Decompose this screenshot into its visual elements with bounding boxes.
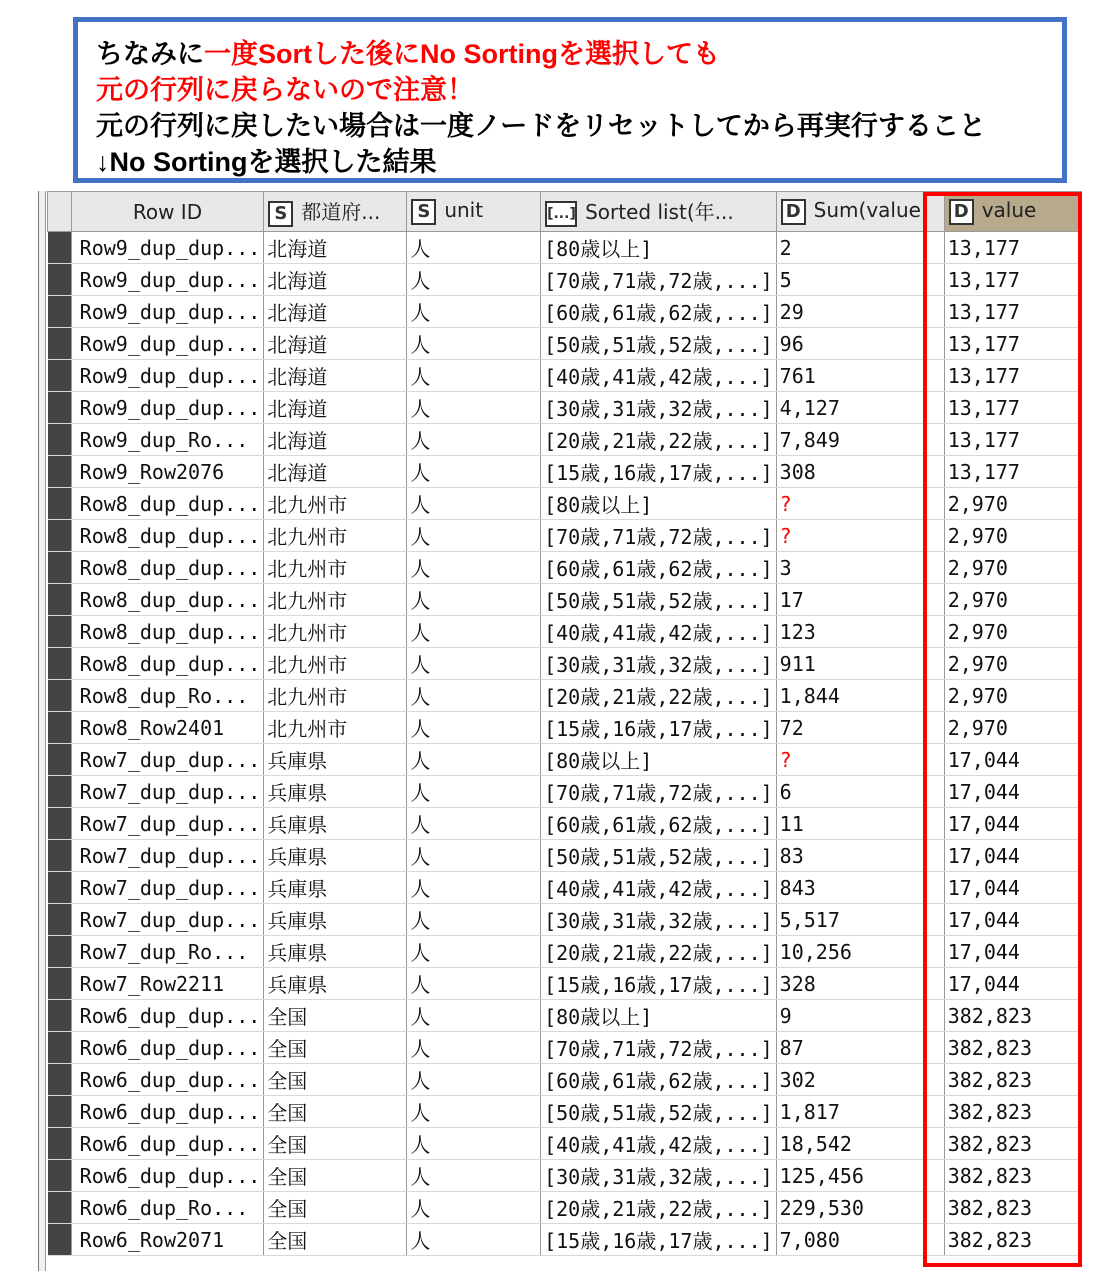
cell-sum-value[interactable]: 6 <box>776 776 944 808</box>
cell-value[interactable]: 2,970 <box>944 520 1081 552</box>
cell-value[interactable]: 2,970 <box>944 616 1081 648</box>
note-line-3: 元の行列に戻したい場合は一度ノードをリセットしてから再実行すること <box>96 111 986 141</box>
cell-row-id[interactable]: Row6_dup_dup... <box>71 1000 264 1032</box>
cell-sorted-list[interactable]: [40歳,41歳,42歳,...] <box>541 616 777 648</box>
cell-prefecture[interactable]: 北九州市 <box>264 520 407 552</box>
cell-sum-value[interactable]: 1,844 <box>776 680 944 712</box>
table-row[interactable] <box>48 232 1082 264</box>
cell-sorted-list[interactable]: [50歳,51歳,52歳,...] <box>541 328 777 360</box>
row-marker <box>48 232 72 264</box>
double-type-icon: D <box>949 199 974 225</box>
note-line-1-prefix: ちなみに <box>96 39 204 69</box>
row-marker <box>48 904 72 936</box>
cell-prefecture[interactable]: 兵庫県 <box>264 968 407 1000</box>
row-marker <box>48 392 72 424</box>
cell-value[interactable]: 382,823 <box>944 1224 1081 1256</box>
cell-unit[interactable]: 人 <box>407 1160 541 1192</box>
annotation-box <box>73 17 1067 183</box>
cell-sorted-list[interactable]: [40歳,41歳,42歳,...] <box>541 1128 777 1160</box>
cell-sum-value[interactable]: 96 <box>776 328 944 360</box>
cell-value[interactable]: 13,177 <box>944 456 1081 488</box>
cell-unit[interactable]: 人 <box>407 808 541 840</box>
cell-unit[interactable]: 人 <box>407 968 541 1000</box>
cell-sorted-list[interactable]: [20歳,21歳,22歳,...] <box>541 936 777 968</box>
table-row[interactable] <box>48 264 1082 296</box>
cell-unit[interactable]: 人 <box>407 1192 541 1224</box>
cell-value[interactable]: 13,177 <box>944 424 1081 456</box>
data-table-view <box>38 191 1082 1271</box>
row-marker <box>48 808 72 840</box>
cell-value[interactable]: 382,823 <box>944 1160 1081 1192</box>
cell-sum-value[interactable]: 5 <box>776 264 944 296</box>
table-row[interactable] <box>48 872 1082 904</box>
cell-row-id[interactable]: Row6_dup_Ro... <box>71 1192 264 1224</box>
cell-sorted-list[interactable]: [70歳,71歳,72歳,...] <box>541 776 777 808</box>
cell-value[interactable]: 2,970 <box>944 584 1081 616</box>
cell-value[interactable]: 382,823 <box>944 1128 1081 1160</box>
cell-value[interactable]: 13,177 <box>944 360 1081 392</box>
cell-unit[interactable]: 人 <box>407 584 541 616</box>
cell-unit[interactable]: 人 <box>407 328 541 360</box>
cell-prefecture[interactable]: 兵庫県 <box>264 904 407 936</box>
table-row[interactable] <box>48 648 1082 680</box>
row-marker <box>48 616 72 648</box>
cell-value[interactable]: 13,177 <box>944 328 1081 360</box>
cell-unit[interactable]: 人 <box>407 1128 541 1160</box>
cell-prefecture[interactable]: 北海道 <box>264 296 407 328</box>
cell-unit[interactable]: 人 <box>407 776 541 808</box>
cell-sum-value[interactable]: 18,542 <box>776 1128 944 1160</box>
cell-value[interactable]: 2,970 <box>944 712 1081 744</box>
note-line-1 <box>96 36 1062 72</box>
cell-value[interactable]: 382,823 <box>944 1032 1081 1064</box>
cell-prefecture[interactable]: 兵庫県 <box>264 840 407 872</box>
cell-sorted-list[interactable]: [70歳,71歳,72歳,...] <box>541 264 777 296</box>
row-marker <box>48 712 72 744</box>
cell-prefecture[interactable]: 北海道 <box>264 392 407 424</box>
header-prefecture[interactable] <box>264 192 407 232</box>
cell-prefecture[interactable]: 全国 <box>264 1128 407 1160</box>
row-marker <box>48 264 72 296</box>
table-row[interactable] <box>48 392 1082 424</box>
cell-sorted-list[interactable]: [15歳,16歳,17歳,...] <box>541 456 777 488</box>
cell-row-id[interactable]: Row6_dup_dup... <box>71 1064 264 1096</box>
cell-value[interactable]: 13,177 <box>944 296 1081 328</box>
table-row[interactable] <box>48 712 1082 744</box>
cell-prefecture[interactable]: 兵庫県 <box>264 744 407 776</box>
cell-unit[interactable]: 人 <box>407 840 541 872</box>
cell-sorted-list[interactable]: [80歳以上] <box>541 744 777 776</box>
cell-sum-value[interactable]: 29 <box>776 296 944 328</box>
cell-prefecture[interactable]: 兵庫県 <box>264 936 407 968</box>
cell-prefecture[interactable]: 北九州市 <box>264 584 407 616</box>
cell-value[interactable]: 382,823 <box>944 1000 1081 1032</box>
cell-sorted-list[interactable]: [15歳,16歳,17歳,...] <box>541 712 777 744</box>
table-row[interactable] <box>48 360 1082 392</box>
cell-unit[interactable]: 人 <box>407 424 541 456</box>
row-marker <box>48 1192 72 1224</box>
table-row[interactable] <box>48 488 1082 520</box>
row-marker <box>48 1160 72 1192</box>
cell-row-id[interactable]: Row7_dup_dup... <box>71 904 264 936</box>
cell-row-id[interactable]: Row9_dup_dup... <box>71 232 264 264</box>
cell-sum-value[interactable]: 4,127 <box>776 392 944 424</box>
header-prefecture-label: 都道府... <box>301 200 381 225</box>
table-row[interactable] <box>48 1000 1082 1032</box>
data-table <box>47 191 1082 1256</box>
cell-unit[interactable]: 人 <box>407 360 541 392</box>
cell-unit[interactable]: 人 <box>407 872 541 904</box>
cell-row-id[interactable]: Row7_dup_dup... <box>71 808 264 840</box>
cell-row-id[interactable]: Row6_dup_dup... <box>71 1032 264 1064</box>
cell-sum-value[interactable]: 761 <box>776 360 944 392</box>
cell-row-id[interactable]: Row9_Row2076 <box>71 456 264 488</box>
table-row[interactable] <box>48 616 1082 648</box>
row-marker <box>48 840 72 872</box>
table-row[interactable] <box>48 680 1082 712</box>
cell-sum-value[interactable]: 9 <box>776 1000 944 1032</box>
row-marker <box>48 328 72 360</box>
cell-sorted-list[interactable]: [30歳,31歳,32歳,...] <box>541 1160 777 1192</box>
header-sum-value-label: Sum(value) <box>813 198 929 223</box>
cell-value[interactable]: 13,177 <box>944 264 1081 296</box>
cell-row-id[interactable]: Row9_dup_dup... <box>71 360 264 392</box>
row-marker <box>48 680 72 712</box>
cell-unit[interactable]: 人 <box>407 904 541 936</box>
cell-sum-value[interactable]: 10,256 <box>776 936 944 968</box>
cell-prefecture[interactable]: 全国 <box>264 1096 407 1128</box>
cell-sum-value[interactable]: ? <box>776 520 944 552</box>
header-marker-cell <box>48 192 72 232</box>
cell-sorted-list[interactable]: [60歳,61歳,62歳,...] <box>541 1064 777 1096</box>
cell-value[interactable]: 382,823 <box>944 1192 1081 1224</box>
list-type-icon: [...] <box>545 201 577 227</box>
table-row[interactable] <box>48 1160 1082 1192</box>
cell-row-id[interactable]: Row7_dup_dup... <box>71 776 264 808</box>
cell-prefecture[interactable]: 北九州市 <box>264 488 407 520</box>
row-marker <box>48 1128 72 1160</box>
cell-value[interactable]: 17,044 <box>944 968 1081 1000</box>
cell-prefecture[interactable]: 北海道 <box>264 232 407 264</box>
cell-sum-value[interactable]: 11 <box>776 808 944 840</box>
cell-row-id[interactable]: Row9_dup_dup... <box>71 392 264 424</box>
table-row[interactable] <box>48 904 1082 936</box>
cell-value[interactable]: 17,044 <box>944 776 1081 808</box>
cell-sorted-list[interactable]: [20歳,21歳,22歳,...] <box>541 424 777 456</box>
cell-row-id[interactable]: Row6_dup_dup... <box>71 1096 264 1128</box>
table-row[interactable] <box>48 936 1082 968</box>
cell-sorted-list[interactable]: [15歳,16歳,17歳,...] <box>541 1224 777 1256</box>
cell-row-id[interactable]: Row6_Row2071 <box>71 1224 264 1256</box>
row-marker <box>48 584 72 616</box>
cell-sorted-list[interactable]: [50歳,51歳,52歳,...] <box>541 1096 777 1128</box>
cell-sum-value[interactable]: 5,517 <box>776 904 944 936</box>
table-left-edge <box>38 191 46 1271</box>
cell-sum-value[interactable]: 328 <box>776 968 944 1000</box>
cell-row-id[interactable]: Row8_Row2401 <box>71 712 264 744</box>
cell-sorted-list[interactable]: [80歳以上] <box>541 232 777 264</box>
cell-sorted-list[interactable]: [40歳,41歳,42歳,...] <box>541 360 777 392</box>
cell-value[interactable]: 382,823 <box>944 1096 1081 1128</box>
row-marker <box>48 776 72 808</box>
cell-prefecture[interactable]: 兵庫県 <box>264 808 407 840</box>
row-marker <box>48 1000 72 1032</box>
note-line-4: ↓No Sortingを選択した結果 <box>96 147 437 177</box>
table-row[interactable] <box>48 1032 1082 1064</box>
table-row[interactable] <box>48 840 1082 872</box>
cell-sum-value[interactable]: 843 <box>776 872 944 904</box>
table-row[interactable] <box>48 1224 1082 1256</box>
cell-value[interactable]: 17,044 <box>944 744 1081 776</box>
cell-unit[interactable]: 人 <box>407 456 541 488</box>
cell-sorted-list[interactable]: [40歳,41歳,42歳,...] <box>541 872 777 904</box>
cell-sorted-list[interactable]: [30歳,31歳,32歳,...] <box>541 904 777 936</box>
cell-unit[interactable]: 人 <box>407 712 541 744</box>
cell-value[interactable]: 2,970 <box>944 648 1081 680</box>
header-sum-value[interactable] <box>776 192 944 232</box>
table-row[interactable] <box>48 744 1082 776</box>
cell-sorted-list[interactable]: [15歳,16歳,17歳,...] <box>541 968 777 1000</box>
cell-unit[interactable]: 人 <box>407 616 541 648</box>
row-marker <box>48 648 72 680</box>
cell-sorted-list[interactable]: [20歳,21歳,22歳,...] <box>541 1192 777 1224</box>
cell-sum-value[interactable]: 229,530 <box>776 1192 944 1224</box>
cell-sorted-list[interactable]: [80歳以上] <box>541 488 777 520</box>
cell-sum-value[interactable]: 123 <box>776 616 944 648</box>
header-unit-label: unit <box>444 198 484 223</box>
cell-prefecture[interactable]: 北九州市 <box>264 712 407 744</box>
table-row[interactable] <box>48 808 1082 840</box>
cell-unit[interactable]: 人 <box>407 552 541 584</box>
cell-sum-value[interactable]: 125,456 <box>776 1160 944 1192</box>
cell-value[interactable]: 17,044 <box>944 840 1081 872</box>
cell-sum-value[interactable]: ? <box>776 488 944 520</box>
header-sorted-list[interactable] <box>541 192 777 232</box>
cell-unit[interactable]: 人 <box>407 488 541 520</box>
cell-sum-value[interactable]: 3 <box>776 552 944 584</box>
cell-row-id[interactable]: Row7_dup_dup... <box>71 840 264 872</box>
cell-row-id[interactable]: Row8_dup_dup... <box>71 584 264 616</box>
cell-row-id[interactable]: Row9_dup_dup... <box>71 264 264 296</box>
row-marker <box>48 1064 72 1096</box>
header-value-label: value <box>981 198 1037 223</box>
cell-prefecture[interactable]: 全国 <box>264 1192 407 1224</box>
cell-sum-value[interactable]: 72 <box>776 712 944 744</box>
cell-prefecture[interactable]: 全国 <box>264 1160 407 1192</box>
cell-unit[interactable]: 人 <box>407 936 541 968</box>
row-marker <box>48 456 72 488</box>
cell-prefecture[interactable]: 北海道 <box>264 456 407 488</box>
cell-row-id[interactable]: Row7_Row2211 <box>71 968 264 1000</box>
cell-row-id[interactable]: Row6_dup_dup... <box>71 1128 264 1160</box>
cell-row-id[interactable]: Row6_dup_dup... <box>71 1160 264 1192</box>
row-marker <box>48 488 72 520</box>
row-marker <box>48 360 72 392</box>
cell-unit[interactable]: 人 <box>407 1032 541 1064</box>
cell-unit[interactable]: 人 <box>407 1064 541 1096</box>
row-marker <box>48 424 72 456</box>
cell-prefecture[interactable]: 北海道 <box>264 360 407 392</box>
string-type-icon: S <box>411 199 436 225</box>
cell-unit[interactable]: 人 <box>407 520 541 552</box>
table-row[interactable] <box>48 776 1082 808</box>
cell-unit[interactable]: 人 <box>407 1096 541 1128</box>
cell-sum-value[interactable]: 2 <box>776 232 944 264</box>
cell-row-id[interactable]: Row8_dup_dup... <box>71 648 264 680</box>
note-line-1-warning: 一度Sortした後にNo Sortingを選択しても <box>204 39 720 69</box>
table-row[interactable] <box>48 328 1082 360</box>
table-row[interactable] <box>48 424 1082 456</box>
cell-unit[interactable]: 人 <box>407 1000 541 1032</box>
cell-unit[interactable]: 人 <box>407 1224 541 1256</box>
string-type-icon: S <box>268 201 293 227</box>
cell-sorted-list[interactable]: [60歳,61歳,62歳,...] <box>541 296 777 328</box>
cell-prefecture[interactable]: 北九州市 <box>264 552 407 584</box>
cell-prefecture[interactable]: 北海道 <box>264 264 407 296</box>
table-row[interactable] <box>48 1128 1082 1160</box>
row-marker <box>48 296 72 328</box>
cell-sum-value[interactable]: 1,817 <box>776 1096 944 1128</box>
cell-prefecture[interactable]: 北九州市 <box>264 680 407 712</box>
cell-prefecture[interactable]: 兵庫県 <box>264 776 407 808</box>
table-row[interactable] <box>48 1064 1082 1096</box>
double-type-icon: D <box>781 199 806 225</box>
cell-unit[interactable]: 人 <box>407 744 541 776</box>
row-marker <box>48 1032 72 1064</box>
cell-sum-value[interactable]: 17 <box>776 584 944 616</box>
cell-prefecture[interactable]: 全国 <box>264 1000 407 1032</box>
row-marker <box>48 1224 72 1256</box>
table-header-row <box>48 192 1082 232</box>
header-row-id-label: Row ID <box>132 199 203 224</box>
cell-value[interactable]: 13,177 <box>944 232 1081 264</box>
cell-sorted-list[interactable]: [80歳以上] <box>541 1000 777 1032</box>
cell-sorted-list[interactable]: [30歳,31歳,32歳,...] <box>541 648 777 680</box>
cell-prefecture[interactable]: 北九州市 <box>264 648 407 680</box>
cell-value[interactable]: 17,044 <box>944 808 1081 840</box>
cell-row-id[interactable]: Row9_dup_Ro... <box>71 424 264 456</box>
row-marker <box>48 968 72 1000</box>
cell-row-id[interactable]: Row8_dup_Ro... <box>71 680 264 712</box>
cell-sorted-list[interactable]: [30歳,31歳,32歳,...] <box>541 392 777 424</box>
cell-prefecture[interactable]: 全国 <box>264 1032 407 1064</box>
row-marker <box>48 744 72 776</box>
cell-sum-value[interactable]: 911 <box>776 648 944 680</box>
cell-sorted-list[interactable]: [60歳,61歳,62歳,...] <box>541 552 777 584</box>
cell-prefecture[interactable]: 北海道 <box>264 328 407 360</box>
cell-sum-value[interactable]: 308 <box>776 456 944 488</box>
cell-sum-value[interactable]: ? <box>776 744 944 776</box>
cell-unit[interactable]: 人 <box>407 648 541 680</box>
table-row[interactable] <box>48 456 1082 488</box>
cell-value[interactable]: 17,044 <box>944 872 1081 904</box>
cell-sorted-list[interactable]: [50歳,51歳,52歳,...] <box>541 584 777 616</box>
cell-sum-value[interactable]: 7,849 <box>776 424 944 456</box>
cell-unit[interactable]: 人 <box>407 232 541 264</box>
cell-prefecture[interactable]: 全国 <box>264 1064 407 1096</box>
cell-row-id[interactable]: Row7_dup_Ro... <box>71 936 264 968</box>
row-marker <box>48 520 72 552</box>
table-row[interactable] <box>48 520 1082 552</box>
cell-value[interactable]: 13,177 <box>944 392 1081 424</box>
cell-sorted-list[interactable]: [70歳,71歳,72歳,...] <box>541 1032 777 1064</box>
cell-value[interactable]: 2,970 <box>944 488 1081 520</box>
cell-prefecture[interactable]: 全国 <box>264 1224 407 1256</box>
table-body <box>48 232 1082 1256</box>
table-row[interactable] <box>48 1192 1082 1224</box>
cell-prefecture[interactable]: 兵庫県 <box>264 872 407 904</box>
cell-value[interactable]: 17,044 <box>944 936 1081 968</box>
header-row-id[interactable] <box>71 192 264 232</box>
cell-sum-value[interactable]: 87 <box>776 1032 944 1064</box>
cell-row-id[interactable]: Row9_dup_dup... <box>71 296 264 328</box>
cell-sorted-list[interactable]: [20歳,21歳,22歳,...] <box>541 680 777 712</box>
cell-row-id[interactable]: Row7_dup_dup... <box>71 744 264 776</box>
cell-row-id[interactable]: Row8_dup_dup... <box>71 616 264 648</box>
cell-row-id[interactable]: Row8_dup_dup... <box>71 520 264 552</box>
header-sorted-list-label: Sorted list(年... <box>585 200 734 225</box>
cell-sum-value[interactable]: 302 <box>776 1064 944 1096</box>
cell-value[interactable]: 17,044 <box>944 904 1081 936</box>
cell-sorted-list[interactable]: [50歳,51歳,52歳,...] <box>541 840 777 872</box>
note-line-2: 元の行列に戻らないので注意！ <box>96 75 474 105</box>
cell-row-id[interactable]: Row9_dup_dup... <box>71 328 264 360</box>
cell-unit[interactable]: 人 <box>407 680 541 712</box>
cell-value[interactable]: 2,970 <box>944 680 1081 712</box>
cell-row-id[interactable]: Row7_dup_dup... <box>71 872 264 904</box>
row-marker <box>48 552 72 584</box>
row-marker <box>48 1096 72 1128</box>
header-value[interactable] <box>944 192 1081 232</box>
cell-unit[interactable]: 人 <box>407 264 541 296</box>
cell-sum-value[interactable]: 83 <box>776 840 944 872</box>
cell-row-id[interactable]: Row8_dup_dup... <box>71 488 264 520</box>
table-row[interactable] <box>48 968 1082 1000</box>
table-row[interactable] <box>48 584 1082 616</box>
cell-unit[interactable]: 人 <box>407 296 541 328</box>
cell-value[interactable]: 2,970 <box>944 552 1081 584</box>
row-marker <box>48 872 72 904</box>
row-marker <box>48 936 72 968</box>
cell-value[interactable]: 382,823 <box>944 1064 1081 1096</box>
table-row[interactable] <box>48 1096 1082 1128</box>
table-row[interactable] <box>48 296 1082 328</box>
cell-row-id[interactable]: Row8_dup_dup... <box>71 552 264 584</box>
header-unit[interactable] <box>407 192 541 232</box>
cell-sorted-list[interactable]: [60歳,61歳,62歳,...] <box>541 808 777 840</box>
cell-prefecture[interactable]: 北九州市 <box>264 616 407 648</box>
cell-prefecture[interactable]: 北海道 <box>264 424 407 456</box>
table-row[interactable] <box>48 552 1082 584</box>
cell-sum-value[interactable]: 7,080 <box>776 1224 944 1256</box>
cell-sorted-list[interactable]: [70歳,71歳,72歳,...] <box>541 520 777 552</box>
cell-unit[interactable]: 人 <box>407 392 541 424</box>
